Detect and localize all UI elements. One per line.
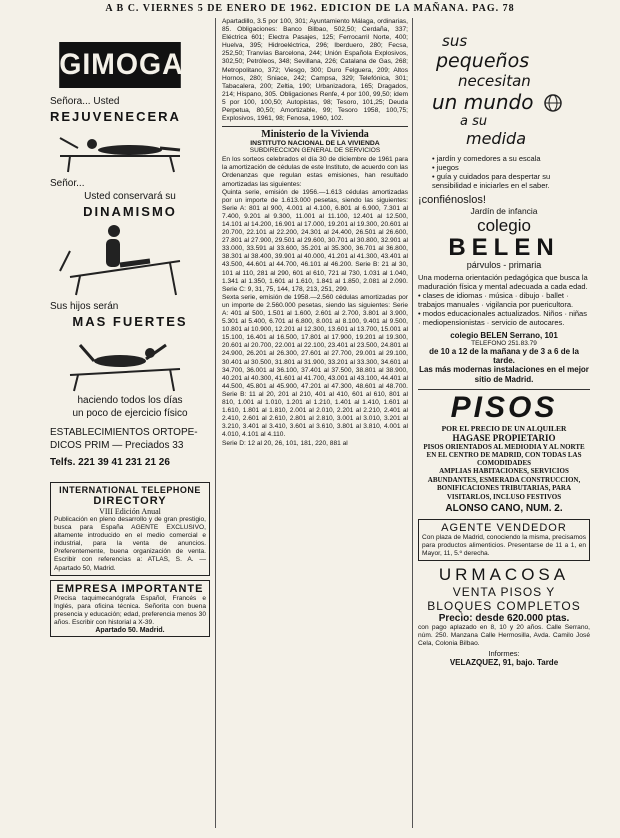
gimogar-logo: GIMOGAR bbox=[59, 42, 181, 88]
pisos-ad bbox=[418, 392, 590, 514]
empresa-address: Apartado 50. Madrid. bbox=[95, 627, 165, 635]
ad-script-line: pequeños bbox=[436, 50, 530, 72]
urmacosa-address: VELAZQUEZ, 91, bajo. Tarde bbox=[449, 657, 559, 667]
section-rule bbox=[222, 126, 408, 127]
gimogar-line: Sus hijos serán bbox=[50, 301, 119, 312]
ad-script-line: medida bbox=[466, 129, 526, 148]
gimogar-line: DICOS PRIM — Preciados 33 bbox=[50, 440, 184, 451]
column-rule bbox=[412, 18, 413, 828]
gimogar-headline: DINAMISMO bbox=[83, 204, 177, 219]
directory-ad bbox=[50, 482, 210, 576]
urmacosa-line: BLOQUES COMPLETOS bbox=[427, 599, 581, 614]
belen-phone: TELEFONO 251.83.79 bbox=[471, 340, 537, 347]
ad-script-line: un mundo bbox=[432, 90, 534, 114]
belen-address: colegio BELEN Serrano, 101 bbox=[450, 331, 558, 340]
section-rule bbox=[418, 389, 590, 390]
belen-tag: párvulos - primaria bbox=[466, 260, 542, 270]
exercise-figure-child-icon bbox=[50, 331, 190, 393]
directory-title: INTERNATIONAL TELEPHONE bbox=[59, 485, 201, 495]
left-column bbox=[50, 18, 210, 828]
urmacosa-price: Precio: desde 620.000 ptas. bbox=[438, 613, 570, 625]
agente-title: AGENTE VENDEDOR bbox=[441, 522, 567, 534]
stock-listing: Apartadillo, 3.5 por 100, 301; Ayuntamiento Málaga, ordinarias, 85. Obligaciones: Banco Bilbao, 502,50; Cerdaña, 337; Eléctrica 601; Electra Pasajes, 125; Ferrocarril Norte, 400; Huelva, 395; Hidroeléctrica, 296; Iberduero, 280; Fecsa, 252,50; Tranvías Barcelona, 244; Unión Española Explosivos, 302,50; Petróleos, 348; Sevillana, 226; Catalana de Gas, 268; Metropolitano, 372; Viesgo, 300; Duro Felguera, 209; Altos Hornos, 280; Sniace, 242; Campsa, 329; Telefónica, 301; Tabacalera, 200; Zeltia, 190; Urbanizadora, 165; Dragados, 214; Hispano, 305. Obligaciones Renfe, 4 por 100, 99,50; ídem 5 por 100, 100,50; Autopistas, 98; Tesoro, 101,25; Deuda Perpetua, 80,50; Amortizable, 99; Tesoro 1958, 100,75; Explosivos, 1961, 98; Fenosa, 1960, 102. bbox=[222, 18, 408, 123]
pisos-line: POR EL PRECIO DE UN ALQUILER bbox=[441, 424, 567, 433]
gimogar-ad bbox=[50, 42, 210, 468]
sus-pequenos-ad bbox=[418, 32, 590, 190]
pisos-line: AMPLIAS HABITACIONES, SERVICIOS ABUNDANTES, ESMERADA CONSTRUCCION, BONIFICACIONES TRIBUTARIAS, PARA VISITARLOS, INCLUSO FESTIVOS bbox=[427, 467, 581, 501]
ad-script-line: a su bbox=[460, 114, 488, 129]
urmacosa-line: VENTA PISOS Y bbox=[452, 585, 556, 600]
ad-script-line: sus bbox=[442, 32, 468, 50]
exercise-figure-man-icon bbox=[50, 221, 190, 299]
page-header: A B C. VIERNES 5 DE ENERO DE 1962. EDICION DE LA MAÑANA. PAG. 78 bbox=[105, 3, 515, 14]
urmacosa-info-label: Informes: bbox=[488, 648, 520, 658]
belen-name: BELEN bbox=[448, 234, 560, 261]
belen-footer: Las más modernas instalaciones en el mejor sitio de Madrid. bbox=[419, 365, 589, 384]
belen-colegio: colegio bbox=[477, 216, 531, 235]
middle-column bbox=[222, 18, 408, 828]
agente-ad bbox=[418, 519, 590, 561]
mundo-row bbox=[432, 90, 590, 114]
gimogar-line: Señor... bbox=[50, 178, 85, 189]
belen-sub: Jardín de infancia bbox=[470, 206, 538, 216]
directory-body: Publicación en pleno desarrollo y de gran prestigio, busca para España AGENTE EXCLUSIVO, altamente introducido en el medio comercial e industrial, para la venta de anuncios. Preferentemente, buena organización de venta. Escribir con referencias a: ATLAS, S. A. — Apartado 50, Madrid. bbox=[54, 516, 206, 572]
gimogar-headline: MAS FUERTES bbox=[72, 314, 188, 329]
gimogar-line: un poco de ejercicio físico bbox=[72, 408, 188, 419]
gimogar-line: haciendo todos los días bbox=[77, 395, 183, 406]
gimogar-phones: Telfs. 221 39 41 231 21 26 bbox=[50, 457, 170, 468]
belen-lead: ¡confiénoslos! bbox=[418, 194, 486, 206]
right-column bbox=[418, 18, 590, 828]
column-rule bbox=[215, 18, 216, 828]
directory-title: DIRECTORY bbox=[93, 495, 167, 507]
subdirection-heading: SUBDIRECCION GENERAL DE SERVICIOS bbox=[249, 147, 381, 155]
belen-ad bbox=[418, 194, 590, 385]
pisos-address: ALONSO CANO, NUM. 2. bbox=[445, 503, 563, 514]
ad-bullet: • juegos bbox=[432, 163, 459, 172]
belen-text: • clases de idiomas · música · dibujo · ballet · trabajos manuales · vigilancia por puericultora. bbox=[418, 291, 574, 309]
belen-hours: de 10 a 12 de la mañana y de 3 a 6 de la tarde. bbox=[429, 347, 579, 365]
gimogar-line: Señora... Usted bbox=[50, 96, 120, 107]
notice-sixth-series: Sexta serie, emisión de 1958.—2.560 cédulas amortizadas por un importe de 2.560.000 pesetas, siendo las siguientes: Serie A: 401 al 500, 1.501 al 1.600, 2.601 al 2.700, 3.801 al 3.900, 5.301 al 5.400, 6.701 al 6.800, 8.001 al 8.100, 9.401 al 9.500, 10.801 al 10.900, 12.201 al 12.300, 13.601 al 13.700, 15.001 al 15.100, 16.401 al 16.500, 17.801 al 17.900, 19.201 al 19.300, 20.601 al 20.700, 22.001 al 22.100, 23.401 al 23.500, 24.801 al 24.900, 26.201 al 26.300, 27.601 al 27.700, 29.001 al 29.100, 30.401 al 30.500, 31.801 al 31.900, 33.201 al 33.300, 34.601 al 34.700, 36.001 al 36.100, 37.401 al 37.500, 38.801 al 38.900, 40.201 al 40.300, 41.601 al 41.700, 43.001 al 43.100, 44.401 al 44.500, 45.801 al 45.900, 47.201 al 47.300, 48.601 al 48.700. Serie B: 11 al 20, 201 al 210, 401 al 410, 601 al 610, 801 al 810, 1.001 al 1.010, 1.201 al 1.210, 1.401 al 1.410, 1.601 al 1.610, 1.801 al 1.810, 2.001 al 2.010, 2.201 al 2.210, 2.401 al 2.410, 2.601 al 2.610, 2.801 al 2.810, 3.001 al 3.010, 3.201 al 3.210, 3.401 al 3.410, 3.601 al 3.610, 3.801 al 3.810, 4.001 al 4.010, 4.101 al 4.110. bbox=[222, 293, 408, 439]
institute-heading: INSTITUTO NACIONAL DE LA VIVIENDA bbox=[250, 140, 380, 148]
pisos-line: EN EL CENTRO DE MADRID, CON TODAS LAS COMODIDADES bbox=[426, 451, 582, 467]
notice-fifth-series: Quinta serie, emisión de 1956.—1.613 cédulas amortizadas por un importe de 1.613.000 pesetas, siendo las siguientes: Serie A: 801 al 900, 4.001 al 4.100, 6.801 al 6.900, 7.301 al 7.400, 9.201 al 9.300, 11.001 al 11.100, 12.401 al 12.500, 14.101 al 14.200, 16.901 al 17.000, 19.201 al 19.300, 20.601 al 20.700, 22.101 al 22.200, 24.301 al 24.400, 26.501 al 26.600, 27.801 al 27.900, 29.501 al 29.600, 30.701 al 30.800, 32.901 al 33.000, 33.591 al 33.600, 35.201 al 35.300, 36.701 al 36.800, 38.301 al 38.400, 39.901 al 40.000, 41.201 al 41.300, 43.401 al 43.500, 44.601 al 44.700, 46.101 al 46.200. Serie B: 21 al 30, 101 al 110, 281 al 290, 601 al 610, 721 al 730, 1.031 al 1.040, 1.341 al 1.350, 1.601 al 1.610, 1.841 al 1.850, 2.081 al 2.090. Serie C: 9, 31, 75, 144, 178, 213, 251, 299. bbox=[222, 188, 408, 293]
empresa-title: EMPRESA IMPORTANTE bbox=[56, 582, 204, 595]
notice-intro: En los sorteos celebrados el día 30 de diciembre de 1961 para la amortización de cédulas de este Instituto, de acuerdo con las Ordenanzas que regulan estas emisiones, han resultado amortizadas las siguientes: bbox=[222, 156, 408, 188]
gimogar-headline: REJUVENECERA bbox=[50, 109, 181, 124]
empresa-body: Precisa taquimecanógrafa Español, Francés e Inglés, para oficina técnica. Señorita con buena presencia y educación; edad, preferencia menos 30 años. Escribir con historial a X-39. bbox=[54, 594, 206, 626]
urmacosa-ad bbox=[418, 565, 590, 666]
pisos-line: HAGASE PROPIETARIO bbox=[452, 433, 556, 443]
gimogar-line: Usted conservará su bbox=[84, 191, 176, 202]
notice-series-d: Serie D: 12 al 20, 26, 101, 181, 220, 881 al bbox=[222, 439, 348, 447]
empresa-ad bbox=[50, 580, 210, 637]
directory-edition: VIII Edición Anual bbox=[99, 507, 161, 516]
ad-bullet: • guía y cuidados para despertar su sensibilidad e iniciarles en el saber. bbox=[432, 172, 551, 190]
belen-text: • modos educacionales actualizados. Niños · niñas · mediopensionistas · servicio de autocares. bbox=[418, 309, 587, 327]
belen-text: Una moderna orientación pedagógica que busca la maduración física y mental adecuada a cada edad. bbox=[418, 273, 588, 291]
ministry-heading: Ministerio de la Vivienda bbox=[261, 129, 369, 141]
ad-script-line: necesitan bbox=[458, 72, 531, 90]
ad-bullet: • jardín y comedores a su escala bbox=[432, 154, 541, 163]
urmacosa-body: con pago aplazado en 8, 10 y 20 años. Calle Serrano, núm. 250. Manzana Calle Hermosilla, Avda. Camilo José Cela, Colonia Bilbao. bbox=[418, 624, 590, 648]
pisos-title: PISOS bbox=[450, 391, 558, 424]
urmacosa-title: URMACOSA bbox=[438, 565, 570, 585]
exercise-figure-woman-icon bbox=[50, 126, 190, 176]
gimogar-line: ESTABLECIMIENTOS ORTOPE- bbox=[50, 427, 198, 438]
globe-icon bbox=[544, 94, 562, 112]
agente-body: Con plaza de Madrid, conociendo la misma, precisamos para productos alimenticios. Presentarse de 11 a 1, en Mayor, 11, 5.º derecha. bbox=[422, 534, 586, 558]
pisos-line: PISOS ORIENTADOS AL MEDIODIA Y AL NORTE bbox=[423, 443, 585, 451]
